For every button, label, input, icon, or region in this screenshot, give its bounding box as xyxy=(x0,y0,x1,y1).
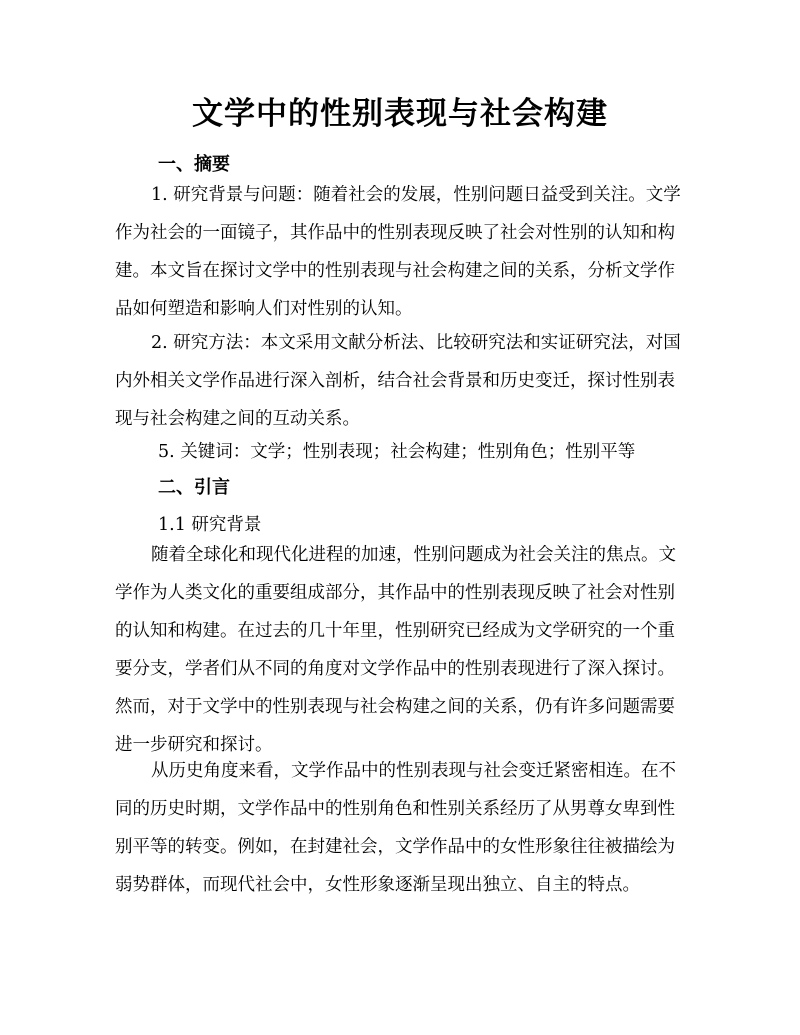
intro-paragraph-1: 随着全球化和现代化进程的加速，性别问题成为社会关注的焦点。文学作为人类文化的重要组成部分，其作品中的性别表现反映了社会对性别的认知和构建。在过去的几十年里，性别研究已经成为文学研究的一个重要分支，学者们从不同的角度对文学作品中的性别表现进行了深入探讨。然而，对于文学中的性别表现与社会构建之间的关系，仍有许多问题需要进一步研究和探讨。 xyxy=(115,545,676,755)
section-heading-abstract: 一、摘要 xyxy=(158,154,230,175)
intro-paragraph-2: 从历史角度来看，文学作品中的性别表现与社会变迁紧密相连。在不同的历史时期，文学作品中的性别角色和性别关系经历了从男尊女卑到性别平等的转变。例如，在封建社会，文学作品中的女性形象往往被描绘为弱势群体，而现代社会中，女性形象逐渐呈现出独立、自主的特点。 xyxy=(115,761,676,895)
abstract-paragraph-background: 1. 研究背景与问题：随着社会的发展，性别问题日益受到关注。文学作为社会的一面镜子，其作品中的性别表现反映了社会对性别的认知和构建。本文旨在探讨文学中的性别表现与社会构建之间的关系，分析文学作品如何塑造和影响人们对性别的认知。 xyxy=(115,185,681,319)
abstract-keywords: 5. 关键词：文学；性别表现；社会构建；性别角色；性别平等 xyxy=(158,442,636,462)
subsection-heading-background: 1.1 研究背景 xyxy=(158,515,262,535)
document-title: 文学中的性别表现与社会构建 xyxy=(192,96,608,132)
abstract-paragraph-methods: 2. 研究方法：本文采用文献分析法、比较研究法和实证研究法，对国内外相关文学作品进行深入剖析，结合社会背景和历史变迁，探讨性别表现与社会构建之间的互动关系。 xyxy=(115,333,681,429)
section-heading-intro: 二、引言 xyxy=(158,477,230,498)
